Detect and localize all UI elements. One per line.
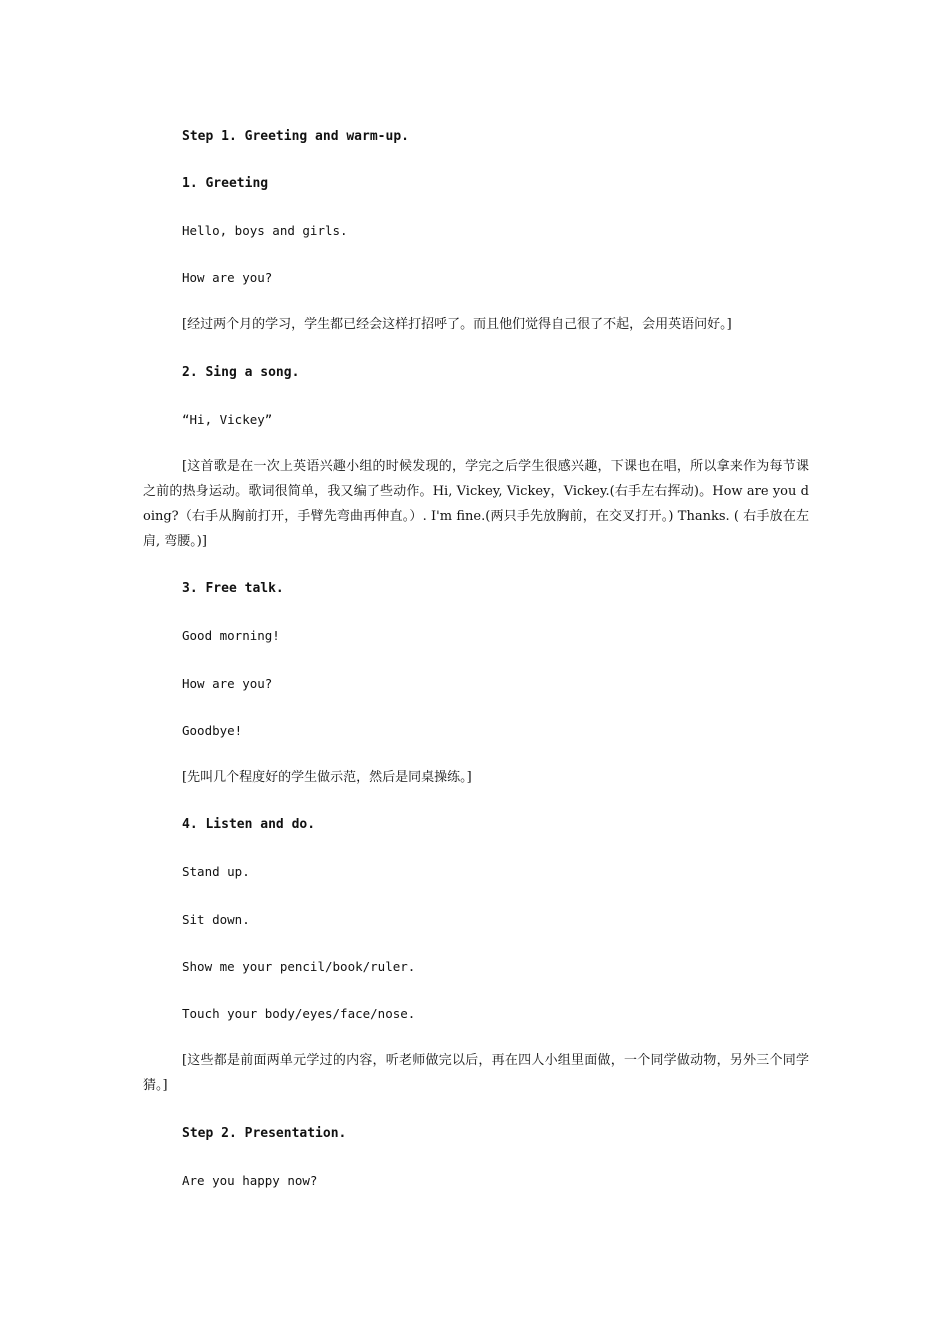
step2-line-1: Are you happy now? [182,1173,318,1188]
song-heading: 2. Sing a song. [182,365,300,380]
step1-heading: Step 1. Greeting and warm-up. [182,129,409,144]
listen-line-2: Sit down. [182,912,250,927]
song-title: “Hi, Vickey” [182,412,273,427]
greeting-line-1: Hello, boys and girls. [182,223,348,238]
freetalk-line-1: Good morning! [182,628,280,643]
greeting-line-2: How are you? [182,270,273,285]
greeting-note: [经过两个月的学习，学生都已经会这样打招呼了。而且他们觉得自己很了不起，会用英语问好。] [182,317,732,332]
freetalk-note: [先叫几个程度好的学生做示范，然后是同桌操练。] [182,770,472,785]
listen-heading: 4. Listen and do. [182,817,316,832]
listen-line-4: Touch your body/eyes/face/nose. [182,1006,416,1021]
freetalk-line-2: How are you? [182,676,273,691]
freetalk-heading: 3. Free talk. [182,581,284,596]
greeting-heading: 1. Greeting [182,176,269,191]
step2-heading: Step 2. Presentation. [182,1126,347,1141]
listen-line-1: Stand up. [182,864,250,879]
listen-line-3: Show me your pencil/book/ruler. [182,959,416,974]
freetalk-line-3: Goodbye! [182,723,243,738]
listen-note: [这些都是前面两单元学过的内容，听老师做完以后，再在四人小组里面做，一个同学做动物，另外三个同学猜。] [143,1053,809,1093]
song-note: [这首歌是在一次上英语兴趣小组的时候发现的，学完之后学生很感兴趣，下课也在唱，所以拿来作为每节课之前的热身运动。歌词很简单，我又编了些动作。Hi, Vickey, Vickey，Vickey.(右手左右挥动)。How are you doing?（右手从胸前打开，手臂先弯曲再伸直。）. I'm fine.(两只手先放胸前，在交叉打开。) Thanks. ( 右手放在左肩, 弯腰。)] [143,459,809,549]
